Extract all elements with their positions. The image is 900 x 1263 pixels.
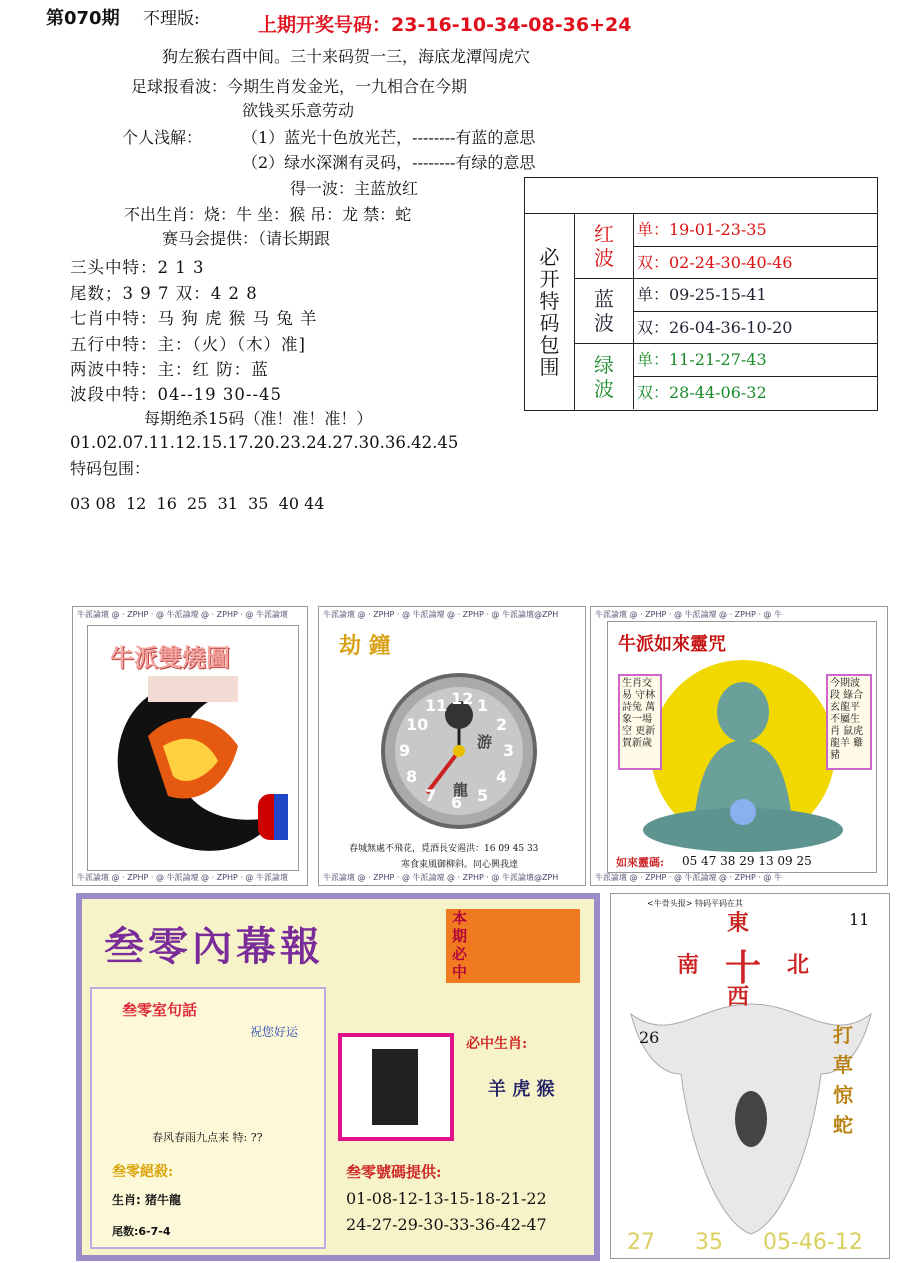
clock-text-long: 龍 bbox=[453, 781, 469, 799]
panel5-south: 南 bbox=[677, 952, 700, 978]
clock-number: 3 bbox=[503, 741, 515, 760]
clock-number: 12 bbox=[451, 689, 474, 708]
black-swirl-icon bbox=[88, 626, 300, 872]
ox-bone-panel bbox=[610, 893, 890, 1259]
panel4-nums2: 24-27-29-30-33-36-42-47 bbox=[346, 1215, 547, 1234]
red-single: 单：19-01-23-35 bbox=[634, 214, 877, 247]
panel3-code-label: 如來靈碼: bbox=[616, 856, 665, 869]
kill-numbers: 01.02.07.11.12.15.17.20.23.24.27.30.36.42.45 bbox=[70, 433, 459, 452]
panel4-kill-title: 叁零絕殺: bbox=[112, 1164, 174, 1180]
blue-double: 双：26-04-36-10-20 bbox=[634, 312, 877, 345]
special-code-table bbox=[524, 177, 878, 411]
panel2-strip-bottom: 牛派論壇 @ · ZPHP · @ 牛派論壇 @ · ZPHP · @ 牛派論壇@ZPH bbox=[323, 873, 559, 882]
green-double: 双：28-44-06-32 bbox=[637, 382, 767, 402]
panel5-east: 東 bbox=[727, 910, 750, 936]
panel4-nums1: 01-08-12-13-15-18-21-22 bbox=[346, 1189, 547, 1208]
provider-line: 赛马会提供：（请长期跟 bbox=[162, 229, 331, 248]
panel2-poem1: 春城無處不飛花，覓酒長安遏洪：16 09 45 33 bbox=[349, 844, 539, 854]
panel4-kill-tail: 尾数:6-7-4 bbox=[112, 1225, 171, 1238]
clock-number: 8 bbox=[405, 767, 418, 786]
panel3-strip-top: 牛派論壇 @ · ZPHP · @ 牛派論壇 @ · ZPHP · @ 牛 bbox=[595, 610, 782, 619]
panel5-n11: 11 bbox=[849, 910, 870, 929]
table-header-blank bbox=[525, 178, 877, 214]
heads-line: 三头中特：2 1 3 bbox=[70, 258, 205, 277]
panel5-bottom2: 35 bbox=[695, 1230, 723, 1255]
panel5-ten: 十 bbox=[725, 947, 762, 989]
panel3-right-box: 今期波段 綠合 玄龍平 不屬生肖 鼠虎 龍羊 雞豬 bbox=[826, 674, 872, 770]
panel4-kill-zodiac: 生肖: 猪牛龍 bbox=[112, 1193, 181, 1207]
blue-single: 单：09-25-15-41 bbox=[634, 279, 877, 312]
panel2-strip-top: 牛派論壇 @ · ZPHP · @ 牛派論壇 @ · ZPHP · @ 牛派論壇@ZPH bbox=[323, 610, 559, 619]
clock-number: 1 bbox=[477, 695, 489, 715]
panel2-title: 劫 鐘 bbox=[339, 633, 391, 659]
panel3-strip-bottom: 牛派論壇 @ · ZPHP · @ 牛派論壇 @ · ZPHP · @ 牛 bbox=[595, 873, 782, 882]
clock-number: 2 bbox=[496, 715, 508, 734]
no-zodiac-line: 不出生肖：烧：牛 坐：猴 吊：龙 禁：蛇 bbox=[124, 205, 412, 224]
green-single: 单：11-21-27-43 bbox=[634, 344, 877, 377]
panel3-title: 牛派如來靈咒 bbox=[618, 634, 726, 655]
tails-line: 尾数；3 9 7 双：4 2 8 bbox=[70, 284, 258, 303]
panel5-top: <牛骨头报> 特码平码在其 bbox=[647, 899, 743, 908]
panel4-zodiac: 羊 虎 猴 bbox=[488, 1079, 555, 1100]
clock-number: 10 bbox=[405, 715, 429, 734]
panel4-zodiac-label: 必中生肖: bbox=[466, 1036, 528, 1052]
kill-title: 每期绝杀15码（准！准！准！） bbox=[144, 409, 373, 428]
special-numbers: 03 08 12 16 25 31 35 40 44 bbox=[70, 494, 325, 513]
panel4-quote-title: 叁零室句話 bbox=[122, 1001, 198, 1019]
panel5-n26: 26 bbox=[639, 1028, 660, 1047]
five-elements-line: 五行中特：主：（火）（木）准] bbox=[70, 335, 306, 354]
panel3-left-box: 生肖交易 守林詩兔 萬象一場空 更新賀新歲 bbox=[618, 674, 662, 770]
football-line2: 欲钱买乐意劳动 bbox=[242, 101, 355, 120]
group-blue: 蓝 波 bbox=[575, 279, 634, 344]
panel1-strip-top: 牛派論壇 @ · ZPHP · @ 牛派論壇 @ · ZPHP · @ 牛派論壇 bbox=[77, 610, 288, 619]
personal-label: 个人浅解： bbox=[122, 128, 203, 147]
panel1-strip-bottom: 牛派論壇 @ · ZPHP · @ 牛派論壇 @ · ZPHP · @ 牛派論壇 bbox=[77, 873, 288, 882]
personal-item1: （1）蓝光十色放光芒，--------有蓝的意思 bbox=[242, 128, 536, 147]
panel4-clue: 春风春雨九点来 特: ?? bbox=[152, 1131, 263, 1144]
panel5-north: 北 bbox=[787, 952, 810, 978]
two-wave-line: 两波中特：主：红 防：蓝 bbox=[70, 360, 269, 379]
segment-line: 波段中特：04--19 30--45 bbox=[70, 385, 283, 404]
panel5-side: 打草惊蛇 bbox=[833, 1023, 853, 1137]
red-double: 双：02-24-30-40-46 bbox=[634, 247, 877, 280]
wave-line: 得一波：主蓝放红 bbox=[290, 179, 419, 198]
group-red: 红 波 bbox=[575, 214, 634, 279]
panel4-badge: 本期必中 bbox=[452, 909, 468, 981]
panel4-wish: 祝您好运 bbox=[250, 1025, 299, 1039]
seven-zodiac-line: 七肖中特：马 狗 虎 猴 马 兔 羊 bbox=[70, 309, 318, 328]
buddha-curse-panel bbox=[590, 606, 888, 886]
football-line: 足球报看波：今期生肖发金光，一九相合在今期 bbox=[131, 77, 468, 96]
panel4-num-title: 叁零號碼提供: bbox=[346, 1163, 442, 1181]
clock-number: 11 bbox=[425, 695, 448, 715]
last-draw-numbers: 上期开奖号码：23-16-10-34-08-36+24 bbox=[258, 14, 632, 36]
clock-number: 9 bbox=[399, 741, 411, 760]
special-label: 特码包围： bbox=[70, 459, 151, 478]
clock-number: 5 bbox=[477, 786, 489, 806]
panel2-poem2: 寒食東風御柳斜。同心興我達 bbox=[401, 860, 519, 870]
clock-number: 7 bbox=[425, 786, 437, 806]
group-green: 绿 波 bbox=[575, 344, 634, 409]
table-label: 必 开 特 码 包 围 bbox=[525, 214, 575, 410]
poem-line: 狗左猴右酉中间。三十来码贺一三，海底龙潭闯虎穴 bbox=[162, 47, 531, 66]
clock-number: 6 bbox=[451, 793, 463, 812]
panel4-title: 叁零內幕報 bbox=[104, 923, 324, 970]
panel5-bottom3: 05-46-12 bbox=[763, 1230, 863, 1255]
robbery-clock-panel bbox=[318, 606, 586, 886]
clock-number: 4 bbox=[496, 767, 508, 786]
panel5-west: 西 bbox=[727, 984, 750, 1010]
issue-number: 第070期 bbox=[46, 8, 120, 29]
panel5-bottom1: 27 bbox=[627, 1230, 655, 1255]
panel1-title: 牛派雙燒圖 bbox=[110, 643, 230, 672]
clock-text-you: 游 bbox=[477, 733, 493, 751]
edition-name: 不理版: bbox=[143, 9, 200, 29]
double-burn-panel bbox=[72, 606, 308, 886]
thirty-insider-panel bbox=[76, 893, 600, 1261]
panel3-code: 05 47 38 29 13 09 25 bbox=[682, 854, 812, 868]
personal-item2: （2）绿水深渊有灵码，--------有绿的意思 bbox=[242, 153, 536, 172]
